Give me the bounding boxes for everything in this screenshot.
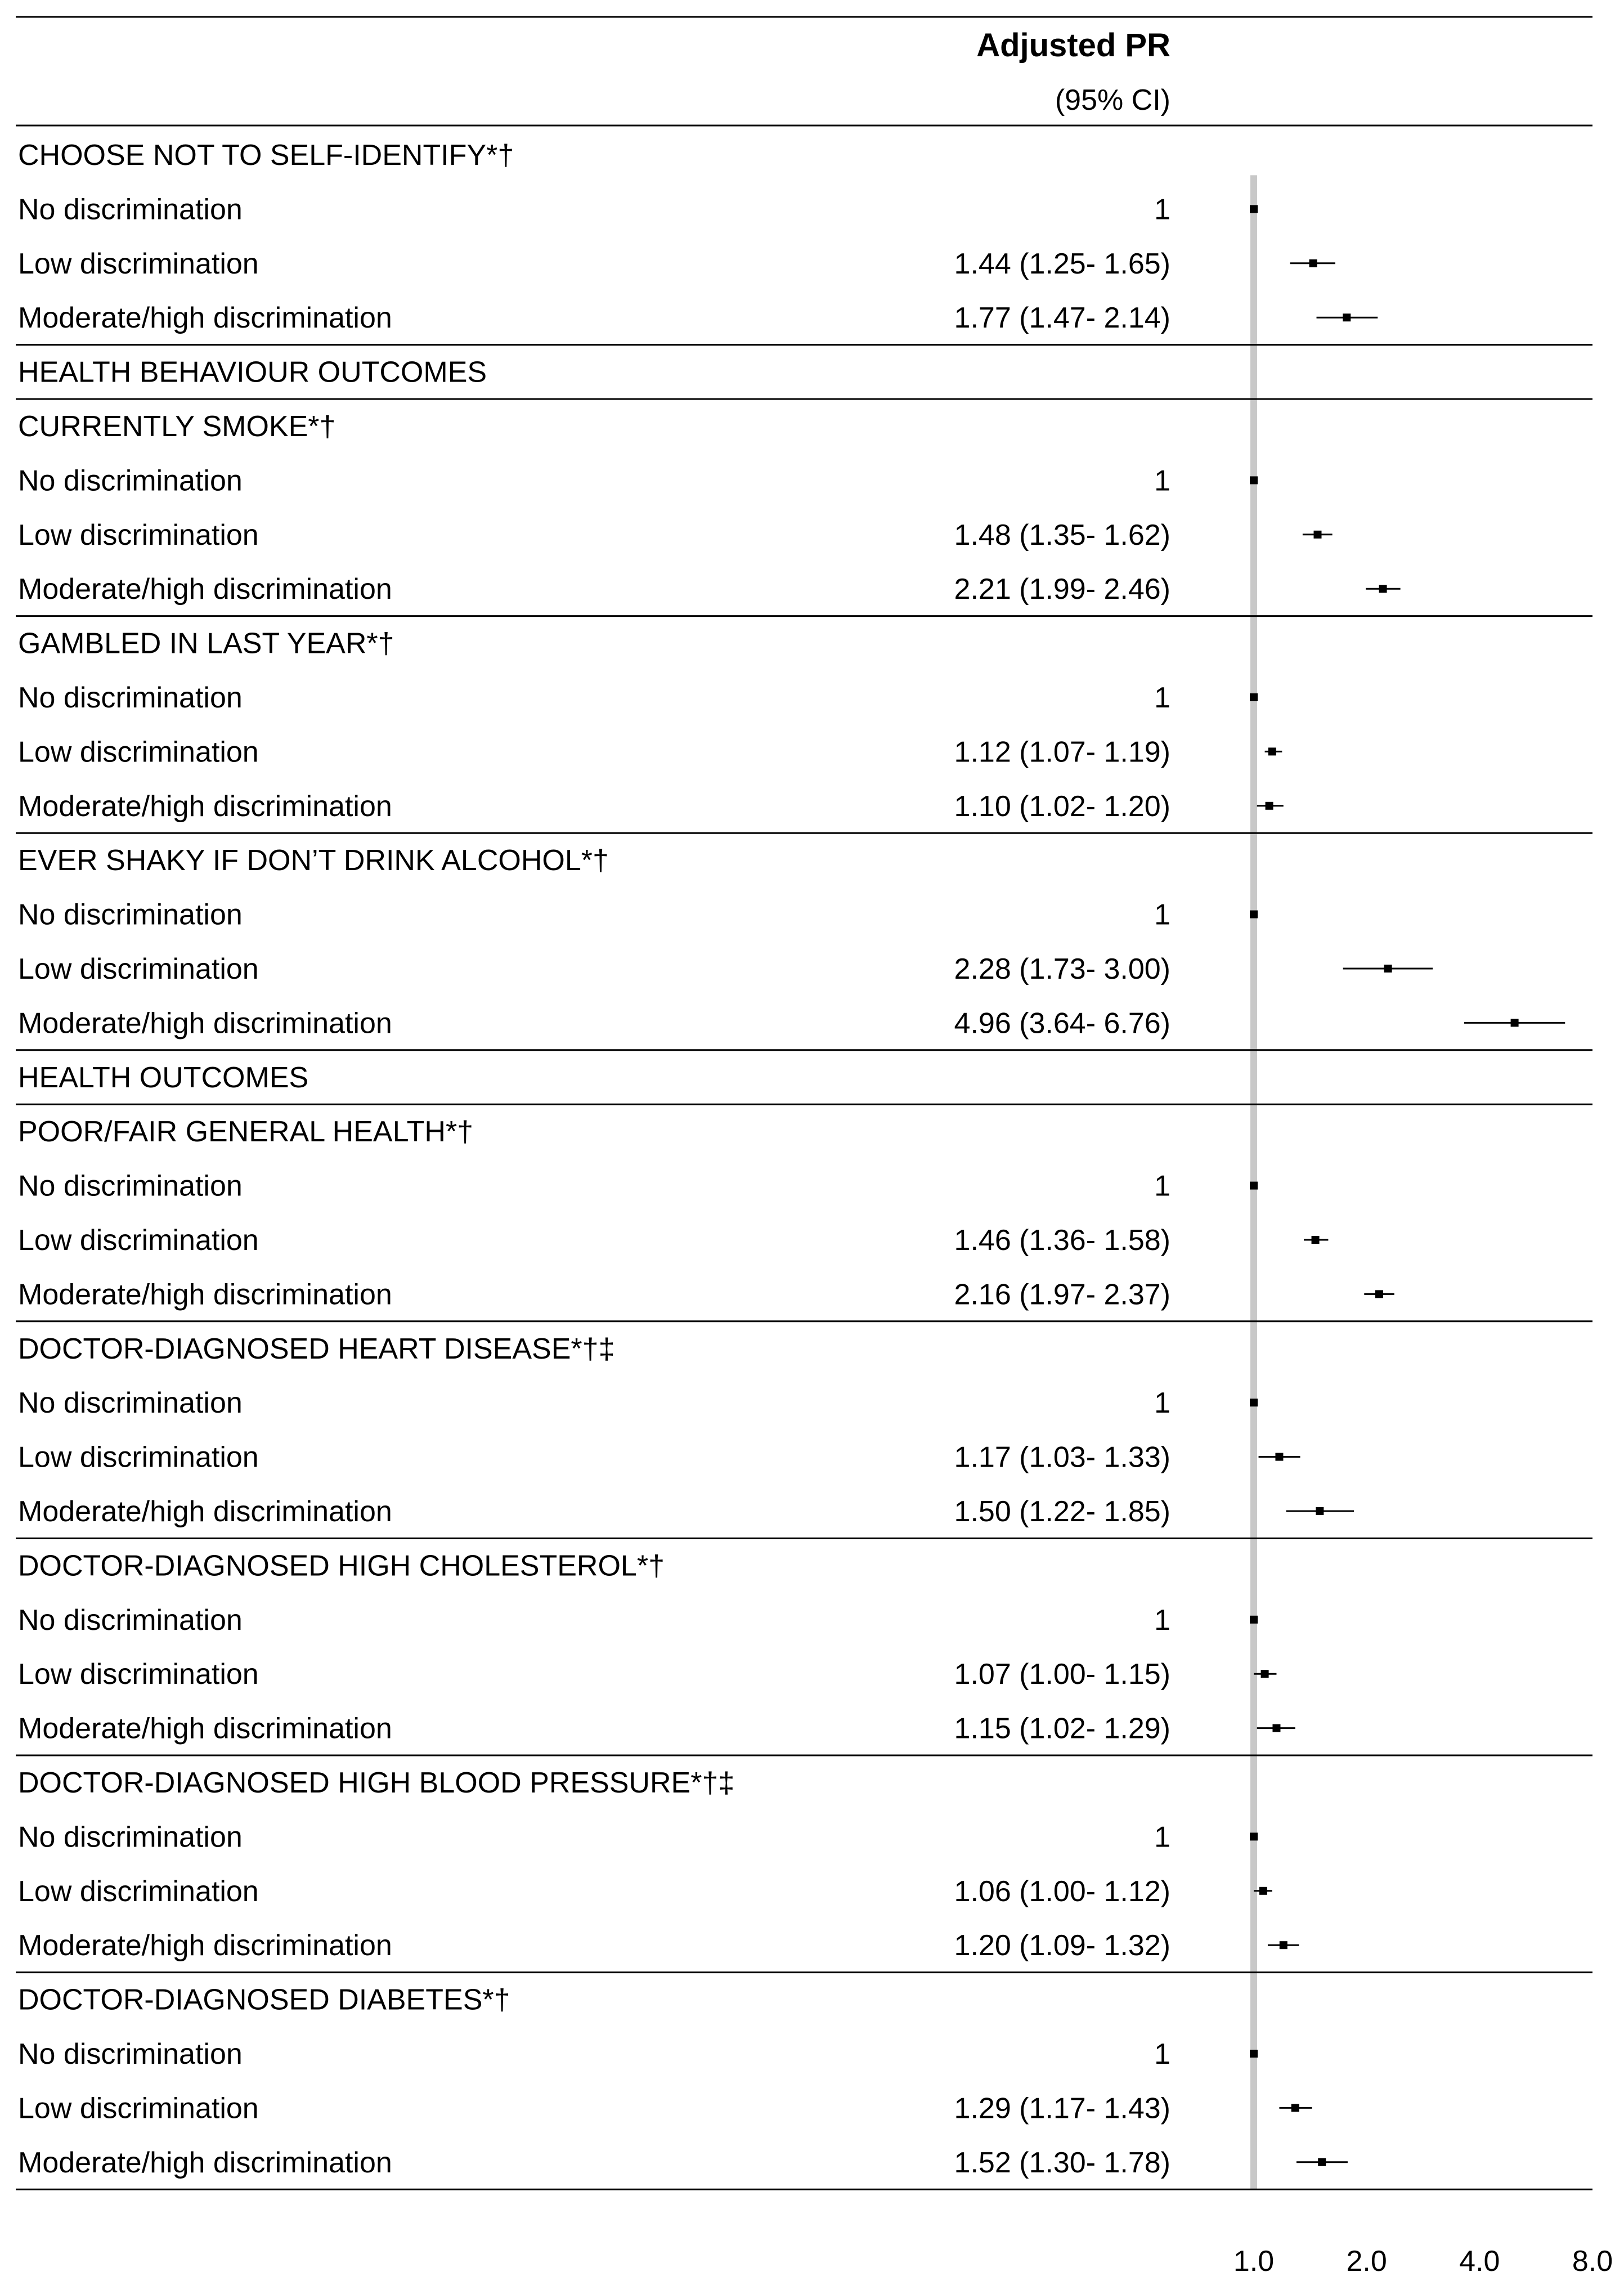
header-title: Adjusted PR <box>976 27 1170 64</box>
point-estimate <box>1250 2050 1258 2058</box>
row-label: No discrimination <box>18 193 243 226</box>
point-estimate <box>1259 1887 1267 1895</box>
point-estimate <box>1280 1941 1287 1949</box>
row-label: Low discrimination <box>18 1224 259 1257</box>
row-estimate: 2.28 (1.73- 3.00) <box>954 953 1170 985</box>
row-label: Low discrimination <box>18 1441 259 1474</box>
x-tick-label: 2.0 <box>1346 2245 1387 2278</box>
point-estimate <box>1250 476 1258 484</box>
row-label: No discrimination <box>18 1169 243 1203</box>
row-label: Low discrimination <box>18 518 259 552</box>
plot-layer <box>16 139 1613 2278</box>
point-estimate <box>1266 802 1273 810</box>
row-label: No discrimination <box>18 682 243 714</box>
row-estimate: 1.06 (1.00- 1.12) <box>954 1875 1170 1908</box>
point-estimate <box>1250 1616 1258 1624</box>
point-estimate <box>1250 1832 1258 1840</box>
point-estimate <box>1313 531 1321 539</box>
point-estimate <box>1272 1724 1280 1732</box>
row-estimate: 1.46 (1.36- 1.58) <box>954 1224 1170 1257</box>
point-estimate <box>1316 1507 1324 1515</box>
row-label: Low discrimination <box>18 1875 259 1908</box>
row-label: Low discrimination <box>18 953 259 985</box>
row-estimate: 1.50 (1.22- 1.85) <box>954 1495 1170 1528</box>
point-estimate <box>1309 259 1317 267</box>
point-estimate <box>1511 1019 1519 1027</box>
point-estimate <box>1261 1670 1269 1678</box>
row-estimate: 1 <box>1154 2038 1170 2071</box>
point-estimate <box>1250 1182 1258 1190</box>
row-label: Moderate/high discrimination <box>18 1495 392 1528</box>
outcome-title: EVER SHAKY IF DON’T DRINK ALCOHOL*† <box>18 844 609 877</box>
x-tick-label: 8.0 <box>1572 2245 1613 2278</box>
row-label: Moderate/high discrimination <box>18 2146 392 2179</box>
row-estimate: 1 <box>1154 1169 1170 1203</box>
row-label: No discrimination <box>18 1387 243 1420</box>
outcome-title: CHOOSE NOT TO SELF-IDENTIFY*† <box>18 139 514 172</box>
row-label: No discrimination <box>18 898 243 931</box>
row-label: Low discrimination <box>18 1658 259 1691</box>
point-estimate <box>1291 2104 1299 2112</box>
point-estimate <box>1250 205 1258 213</box>
row-estimate: 1.10 (1.02- 1.20) <box>954 790 1170 823</box>
outcome-title: POOR/FAIR GENERAL HEALTH*† <box>18 1115 474 1149</box>
row-label: Moderate/high discrimination <box>18 1712 392 1745</box>
point-estimate <box>1250 1399 1258 1406</box>
row-estimate: 1 <box>1154 682 1170 714</box>
row-estimate: 1.15 (1.02- 1.29) <box>954 1712 1170 1745</box>
point-estimate <box>1379 585 1387 593</box>
outcome-title: DOCTOR-DIAGNOSED HEART DISEASE*†‡ <box>18 1332 615 1365</box>
point-estimate <box>1384 965 1392 973</box>
row-estimate: 1 <box>1154 193 1170 226</box>
row-label: Low discrimination <box>18 247 259 280</box>
row-label: No discrimination <box>18 1821 243 1854</box>
x-tick-label: 4.0 <box>1459 2245 1500 2278</box>
row-label: Moderate/high discrimination <box>18 302 392 335</box>
row-label: Moderate/high discrimination <box>18 790 392 823</box>
outcome-title: CURRENTLY SMOKE*† <box>18 410 336 443</box>
section-title: HEALTH BEHAVIOUR OUTCOMES <box>18 356 487 389</box>
point-estimate <box>1318 2158 1326 2166</box>
row-label: No discrimination <box>18 1603 243 1637</box>
outcome-title: DOCTOR-DIAGNOSED HIGH CHOLESTEROL*† <box>18 1549 665 1583</box>
row-estimate: 1.12 (1.07- 1.19) <box>954 736 1170 769</box>
point-estimate <box>1375 1290 1383 1298</box>
row-estimate: 1 <box>1154 1603 1170 1637</box>
row-estimate: 1.77 (1.47- 2.14) <box>954 302 1170 335</box>
row-estimate: 1.20 (1.09- 1.32) <box>954 1929 1170 1962</box>
outcome-title: GAMBLED IN LAST YEAR*† <box>18 627 394 660</box>
header-subtitle: (95% CI) <box>1055 84 1170 116</box>
outcome-title: DOCTOR-DIAGNOSED DIABETES*† <box>18 1983 510 2016</box>
point-estimate <box>1268 747 1276 755</box>
row-label: Moderate/high discrimination <box>18 1007 392 1040</box>
row-estimate: 2.21 (1.99- 2.46) <box>954 573 1170 606</box>
row-label: Moderate/high discrimination <box>18 1929 392 1962</box>
row-estimate: 1.17 (1.03- 1.33) <box>954 1441 1170 1474</box>
row-label: No discrimination <box>18 464 243 498</box>
point-estimate <box>1312 1236 1320 1244</box>
section-title: HEALTH OUTCOMES <box>18 1061 309 1094</box>
x-tick-label: 1.0 <box>1233 2245 1275 2278</box>
row-estimate: 1.48 (1.35- 1.62) <box>954 518 1170 552</box>
row-estimate: 1 <box>1154 1387 1170 1420</box>
point-estimate <box>1275 1453 1283 1461</box>
row-estimate: 1.29 (1.17- 1.43) <box>954 2092 1170 2125</box>
row-estimate: 1 <box>1154 1821 1170 1854</box>
row-estimate: 2.16 (1.97- 2.37) <box>954 1278 1170 1311</box>
row-estimate: 1 <box>1154 898 1170 931</box>
outcome-title: DOCTOR-DIAGNOSED HIGH BLOOD PRESSURE*†‡ <box>18 1767 735 1799</box>
row-estimate: 1 <box>1154 464 1170 498</box>
row-estimate: 1.44 (1.25- 1.65) <box>954 247 1170 280</box>
row-estimate: 4.96 (3.64- 6.76) <box>954 1007 1170 1040</box>
point-estimate <box>1250 693 1258 701</box>
point-estimate <box>1343 313 1351 321</box>
row-label: No discrimination <box>18 2038 243 2071</box>
row-estimate: 1.07 (1.00- 1.15) <box>954 1658 1170 1691</box>
row-estimate: 1.52 (1.30- 1.78) <box>954 2146 1170 2179</box>
row-label: Moderate/high discrimination <box>18 1278 392 1311</box>
row-label: Low discrimination <box>18 2092 259 2125</box>
point-estimate <box>1250 911 1258 918</box>
row-label: Moderate/high discrimination <box>18 573 392 606</box>
row-label: Low discrimination <box>18 736 259 769</box>
